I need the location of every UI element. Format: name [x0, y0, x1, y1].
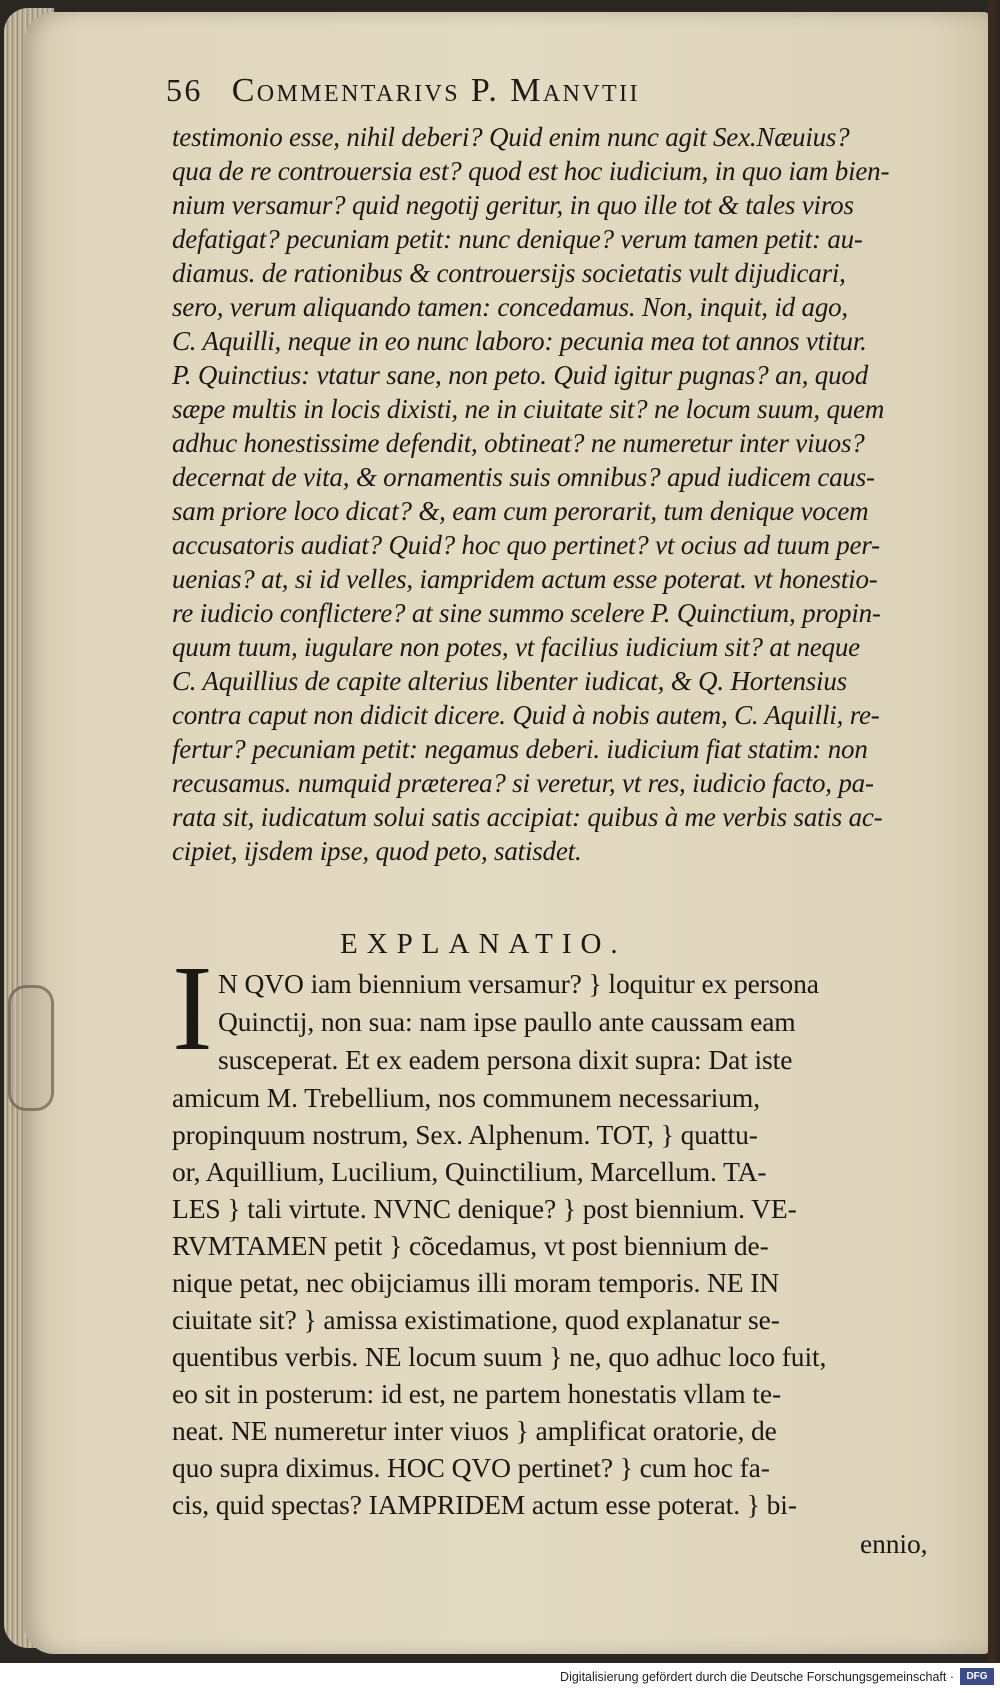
text-line: uenias? at, si id velles, iampridem actum esse poterat. vt honestio-	[172, 564, 878, 594]
explanatio-line: RVMTAMEN petit } cõcedamus, vt post biennium de-	[172, 1230, 769, 1261]
text-line: recusamus. numquid præterea? si veretur, vt res, iudicio facto, pa-	[172, 768, 874, 798]
explanatio-line: Quinctij, non sua: nam ipse paullo ante caussam eam	[218, 1006, 796, 1037]
digitization-footer	[0, 1663, 1000, 1693]
catchword: ennio,	[860, 1528, 928, 1559]
footer-credit: Digitalisierung gefördert durch die Deutsche Forschungsgemeinschaft ·	[560, 1670, 954, 1684]
explanatio-line: N QVO iam biennium versamur? } loquitur ex persona	[218, 968, 819, 999]
text-line: nium versamur? quid negotij geritur, in quo ille tot & tales viros	[172, 190, 854, 220]
text-line: sæpe multis in locis dixisti, ne in ciuitate sit? ne locum suum, quem	[172, 394, 885, 424]
explanatio-line: quentibus verbis. NE locum suum } ne, quo adhuc loco fuit,	[172, 1341, 827, 1372]
text-line: fertur? pecuniam petit: negamus deberi. iudicium fiat statim: non	[172, 734, 868, 764]
explanatio-line: or, Aquillium, Lucilium, Quinctilium, Marcellum. TA-	[172, 1156, 767, 1187]
explanatio-line: eo sit in posterum: id est, ne partem honestatis vllam te-	[172, 1378, 782, 1409]
explanatio-line: LES } tali virtute. NVNC denique? } post biennium. VE-	[172, 1193, 797, 1224]
explanatio-line: neat. NE numeretur inter viuos } amplificat oratorie, de	[172, 1415, 777, 1446]
text-line: defatigat? pecuniam petit: nunc denique? verum tamen petit: au-	[172, 224, 863, 254]
text-line: C. Aquillius de capite alterius libenter iudicat, & Q. Hortensius	[172, 666, 847, 696]
explanatio-line: quo supra diximus. HOC QVO pertinet? } cum hoc fa-	[172, 1452, 770, 1483]
drop-cap: I	[172, 941, 213, 1076]
text-line: qua de re controuersia est? quod est hoc iudicium, in quo iam bien-	[172, 156, 890, 186]
explanatio-line: propinquum nostrum, Sex. Alphenum. TOT, } quattu-	[172, 1119, 758, 1150]
text-line: P. Quinctius: vtatur sane, non peto. Quid igitur pugnas? an, quod	[172, 360, 868, 390]
explanatio-line: ciuitate sit? } amissa existimatione, quod explanatur se-	[172, 1304, 780, 1335]
text-line: quum tuum, iugulare non potes, vt facilius iudicium sit? at neque	[172, 632, 860, 662]
text-line: testimonio esse, nihil deberi? Quid enim nunc agit Sex.Næuius?	[172, 122, 850, 152]
explanatio-line: susceperat. Et ex eadem persona dixit supra: Dat iste	[218, 1044, 793, 1075]
explanatio-line: cis, quid spectas? IAMPRIDEM actum esse poterat. } bi-	[172, 1489, 797, 1520]
text-line: adhuc honestissime defendit, obtineat? ne numeretur inter viuos?	[172, 428, 865, 458]
text-line: decernat de vita, & ornamentis suis omnibus? apud iudicem caus-	[172, 462, 875, 492]
text-line: cipiet, ijsdem ipse, quod peto, satisdet.	[172, 836, 582, 866]
explanatio-heading: EXPLANATIO.	[340, 928, 627, 960]
text-line: re iudicio conflictere? at sine summo scelere P. Quinctium, propin-	[172, 598, 881, 628]
text-line: sam priore loco dicat? &, eam cum perorarit, tum denique vocem	[172, 496, 869, 526]
explanatio-line: amicum M. Trebellium, nos communem necessarium,	[172, 1082, 761, 1113]
page-number: 56	[166, 72, 203, 108]
text-line: rata sit, iudicatum solui satis accipiat: quibus à me verbis satis ac-	[172, 802, 883, 832]
text-line: sero, verum aliquando tamen: concedamus. Non, inquit, id ago,	[172, 292, 848, 322]
dfg-logo: DFG	[960, 1668, 994, 1685]
text-line: accusatoris audiat? Quid? hoc quo pertinet? vt ocius ad tuum per-	[172, 530, 880, 560]
text-line: diamus. de rationibus & controuersijs societatis vult dijudicari,	[172, 258, 846, 288]
explanatio-line: nique petat, nec obijciamus illi moram temporis. NE IN	[172, 1267, 780, 1298]
text-line: C. Aquilli, neque in eo nunc laboro: pecunia mea tot annos vtitur.	[172, 326, 867, 356]
running-title: Commentarivs P. Manvtii	[231, 72, 640, 109]
text-line: contra caput non didicit dicere. Quid à nobis autem, C. Aquilli, re-	[172, 700, 880, 730]
